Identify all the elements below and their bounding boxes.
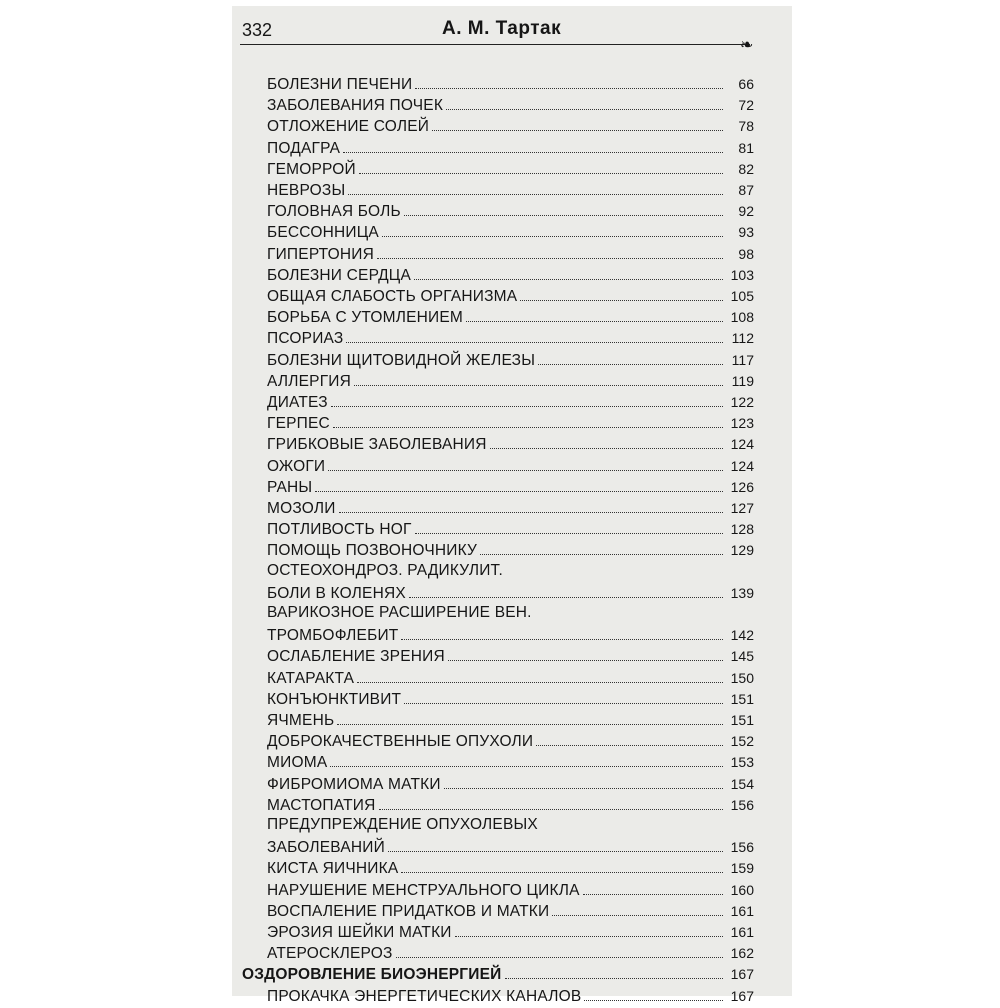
toc-entry [267, 858, 754, 880]
toc-entry-title: НЕВРОЗЫ [267, 182, 346, 199]
toc-entry-title: ГОЛОВНАЯ БОЛЬ [267, 203, 401, 221]
toc-entry-title: МАСТОПАТИЯ [267, 796, 376, 814]
toc-entry-title: РАНЫ [267, 478, 313, 496]
toc-entry-title: ОТЛОЖЕНИЕ СОЛЕЙ [267, 118, 430, 136]
dot-leader [346, 328, 723, 343]
toc-page-number: 127 [730, 500, 754, 516]
toc-entry [267, 159, 754, 181]
toc-entry [267, 901, 754, 923]
running-head: А. М. Тартак [442, 18, 562, 39]
dot-leader [315, 477, 723, 492]
toc-entry-title: АТЕРОСКЛЕРОЗ [267, 945, 393, 963]
toc-entry-title: БЕССОННИЦА [267, 224, 379, 242]
toc-entry-title: МОЗОЛИ [267, 500, 336, 517]
toc-page-number: 66 [738, 76, 754, 92]
toc-page-number: 151 [730, 712, 754, 728]
toc-page-number: 78 [738, 118, 754, 135]
toc-page-number: 122 [730, 394, 754, 410]
dot-leader [331, 392, 723, 407]
dot-leader [505, 964, 724, 979]
dot-leader [348, 180, 723, 195]
toc-page-number: 159 [730, 860, 754, 877]
dot-leader [359, 159, 723, 174]
toc-entry-title: ДОБРОКАЧЕСТВЕННЫЕ ОПУХОЛИ [267, 733, 534, 751]
toc-page-number: 142 [730, 627, 754, 644]
header-rule [240, 44, 750, 45]
toc-page-number: 139 [730, 584, 754, 601]
toc-entry [267, 943, 754, 965]
toc-page-number: 129 [730, 542, 754, 559]
toc-entry [267, 837, 754, 859]
toc-entry [267, 116, 754, 138]
dot-leader [538, 350, 723, 365]
toc-entry [267, 689, 754, 711]
toc-entry [267, 710, 754, 732]
toc-entry [267, 350, 754, 372]
toc-page-number: 167 [730, 987, 754, 1004]
toc-entry-title: ВОСПАЛЕНИЕ ПРИДАТКОВ И МАТКИ [267, 902, 550, 920]
toc-page-number: 126 [730, 478, 754, 495]
toc-entry-title: ПОДАГРА [267, 139, 341, 157]
toc-page-number: 112 [731, 330, 754, 347]
toc-entry-title: ЭРОЗИЯ ШЕЙКИ МАТКИ [267, 924, 452, 941]
toc-page-number: 161 [730, 902, 754, 919]
toc-entry-title: ГРИБКОВЫЕ ЗАБОЛЕВАНИЯ [267, 436, 487, 454]
dot-leader [466, 307, 723, 322]
toc-page-number: 117 [731, 351, 754, 368]
toc-entry [267, 265, 754, 287]
toc-page-number: 152 [730, 733, 754, 750]
toc-entry-title: БОЛЕЗНИ ПЕЧЕНИ [267, 76, 413, 93]
dot-leader [455, 922, 723, 937]
toc-entry-title: ПОТЛИВОСТЬ НОГ [267, 521, 412, 539]
toc-entry-title: ГЕРПЕС [267, 415, 330, 433]
toc-entry [267, 74, 754, 96]
toc-page-number: 153 [730, 754, 754, 771]
toc-entry [267, 922, 754, 944]
dot-leader [414, 265, 723, 280]
toc-entry-title: ПСОРИАЗ [267, 330, 344, 348]
toc-entry [267, 731, 754, 753]
dot-leader [444, 774, 723, 789]
toc-page-number: 81 [738, 139, 754, 156]
toc-entry-title: АЛЛЕРГИЯ [267, 372, 352, 390]
toc-page-number: 167 [730, 966, 754, 983]
toc-entry-title: ПРОКАЧКА ЭНЕРГЕТИЧЕСКИХ КАНАЛОВ [267, 987, 582, 1005]
dot-leader [357, 668, 723, 683]
toc-page-number: 154 [730, 775, 754, 792]
toc-page-number: 156 [730, 796, 754, 813]
dot-leader [552, 901, 723, 916]
toc-entry [267, 392, 754, 414]
toc-entry-title: БОЛИ В КОЛЕНЯХ [267, 584, 406, 602]
toc-page-number: 103 [730, 266, 754, 283]
toc-entry-title: ОЖОГИ [267, 457, 326, 475]
dot-leader [448, 646, 723, 661]
toc-page-number: 162 [730, 945, 754, 962]
toc-entry-title: КОНЪЮНКТИВИТ [267, 690, 402, 708]
toc-entry [267, 774, 754, 796]
toc-entry [267, 519, 754, 541]
toc-entry-title: ЗАБОЛЕВАНИЯ ПОЧЕК [267, 97, 444, 115]
toc-page-number: 150 [730, 669, 754, 686]
toc-page-number: 151 [730, 690, 754, 707]
toc-entry [267, 222, 754, 244]
toc-entry-title-first-line: ВАРИКОЗНОЕ РАСШИРЕНИЕ ВЕН. [267, 604, 532, 621]
dot-leader [379, 795, 724, 810]
toc-page-number: 119 [731, 372, 754, 389]
toc-page-number: 156 [730, 839, 754, 856]
dot-leader [382, 222, 723, 237]
toc-page-number: 128 [730, 521, 754, 538]
toc-entry [267, 434, 754, 456]
toc-entry [267, 413, 754, 435]
page-number: 332 [242, 20, 273, 40]
toc-entry [267, 540, 754, 562]
toc-entry-title: НАРУШЕНИЕ МЕНСТРУАЛЬНОГО ЦИКЛА [267, 881, 580, 899]
ornament-icon: ❧ [740, 37, 754, 54]
toc-page-number: 105 [730, 288, 754, 304]
dot-leader [401, 858, 723, 873]
toc-entry-title-first-line: ОСТЕОХОНДРОЗ. РАДИКУЛИТ. [267, 561, 503, 579]
dot-leader [415, 519, 723, 534]
toc-entry [267, 286, 754, 308]
toc-page-number: 93 [738, 224, 754, 241]
toc-entry-title: КАТАРАКТА [267, 669, 355, 687]
dot-leader [409, 583, 723, 598]
dot-leader [354, 371, 723, 386]
dot-leader [415, 74, 723, 89]
toc-page-number: 124 [730, 436, 754, 453]
toc-entry [267, 328, 754, 350]
toc-entry-title: ФИБРОМИОМА МАТКИ [267, 775, 441, 793]
dot-leader [328, 456, 723, 471]
dot-leader [343, 138, 723, 153]
toc-entry-title: ЗАБОЛЕВАНИЙ [267, 839, 385, 857]
dot-leader [432, 116, 723, 131]
dot-leader [333, 413, 723, 428]
toc-entry [267, 880, 754, 902]
toc-entry [267, 307, 754, 329]
toc-entry [267, 795, 754, 817]
toc-entry [267, 371, 754, 393]
dot-leader [404, 689, 723, 704]
toc-entry-title: ДИАТЕЗ [267, 394, 328, 411]
toc-entry-title: ТРОМБОФЛЕБИТ [267, 627, 399, 645]
toc-entry [267, 625, 754, 647]
dot-leader [446, 95, 723, 110]
dot-leader [404, 201, 723, 216]
dot-leader [520, 286, 723, 301]
toc-entry-title: ОЗДОРОВЛЕНИЕ БИОЭНЕРГИЕЙ [242, 966, 502, 984]
dot-leader [583, 880, 723, 895]
toc-page-number: 92 [738, 203, 754, 220]
dot-leader [396, 943, 723, 958]
toc-entry [267, 180, 754, 202]
toc-page-number: 108 [730, 309, 754, 326]
toc-page-number: 160 [730, 881, 754, 898]
toc-entry [267, 986, 754, 1008]
dot-leader [584, 986, 723, 1001]
toc-page-number: 123 [730, 415, 754, 432]
toc-page-number: 82 [738, 160, 754, 177]
toc-entry [267, 95, 754, 117]
toc-page-number: 145 [730, 648, 754, 665]
dot-leader [330, 752, 723, 767]
toc-entry-title: ГИПЕРТОНИЯ [267, 245, 375, 263]
toc-entry [267, 201, 754, 223]
toc-entry-title: ЯЧМЕНЬ [267, 712, 335, 729]
toc-entry [267, 668, 754, 690]
toc-entry-title: ПОМОЩЬ ПОЗВОНОЧНИКУ [267, 542, 478, 560]
toc-page-number: 98 [738, 245, 754, 262]
dot-leader [480, 540, 723, 555]
toc-page-number: 87 [738, 182, 754, 198]
toc-entry-title: БОЛЕЗНИ СЕРДЦА [267, 266, 411, 284]
dot-leader [339, 498, 723, 513]
toc-entry [267, 244, 754, 266]
dot-leader [337, 710, 723, 725]
toc-section-entry [242, 964, 754, 986]
toc-entry-title: ГЕМОРРОЙ [267, 160, 356, 178]
dot-leader [388, 837, 723, 852]
toc-entry [267, 498, 754, 520]
toc-page-number: 72 [738, 97, 754, 114]
toc-entry [267, 477, 754, 499]
dot-leader [490, 434, 723, 449]
toc-entry [267, 752, 754, 774]
toc-entry [267, 646, 754, 668]
toc-entry-title: БОЛЕЗНИ ЩИТОВИДНОЙ ЖЕЛЕЗЫ [267, 351, 536, 369]
book-page [232, 6, 792, 1005]
dot-leader [401, 625, 723, 640]
toc-entry-title: МИОМА [267, 754, 328, 772]
dot-leader [536, 731, 723, 746]
toc-entry-title: КИСТА ЯИЧНИКА [267, 860, 399, 878]
toc-page-number: 161 [730, 924, 754, 940]
toc-entry-title-first-line: ПРЕДУПРЕЖДЕНИЕ ОПУХОЛЕВЫХ [267, 816, 538, 833]
page-header [232, 6, 792, 56]
toc-entry-title: ОСЛАБЛЕНИЕ ЗРЕНИЯ [267, 648, 445, 666]
toc-entry [267, 583, 754, 605]
toc-page-number: 124 [730, 457, 754, 474]
toc-entry-title: ОБЩАЯ СЛАБОСТЬ ОРГАНИЗМА [267, 288, 518, 305]
toc-entry [267, 456, 754, 478]
toc-entry [267, 138, 754, 160]
dot-leader [377, 244, 723, 259]
toc-entry-title: БОРЬБА С УТОМЛЕНИЕМ [267, 309, 464, 327]
